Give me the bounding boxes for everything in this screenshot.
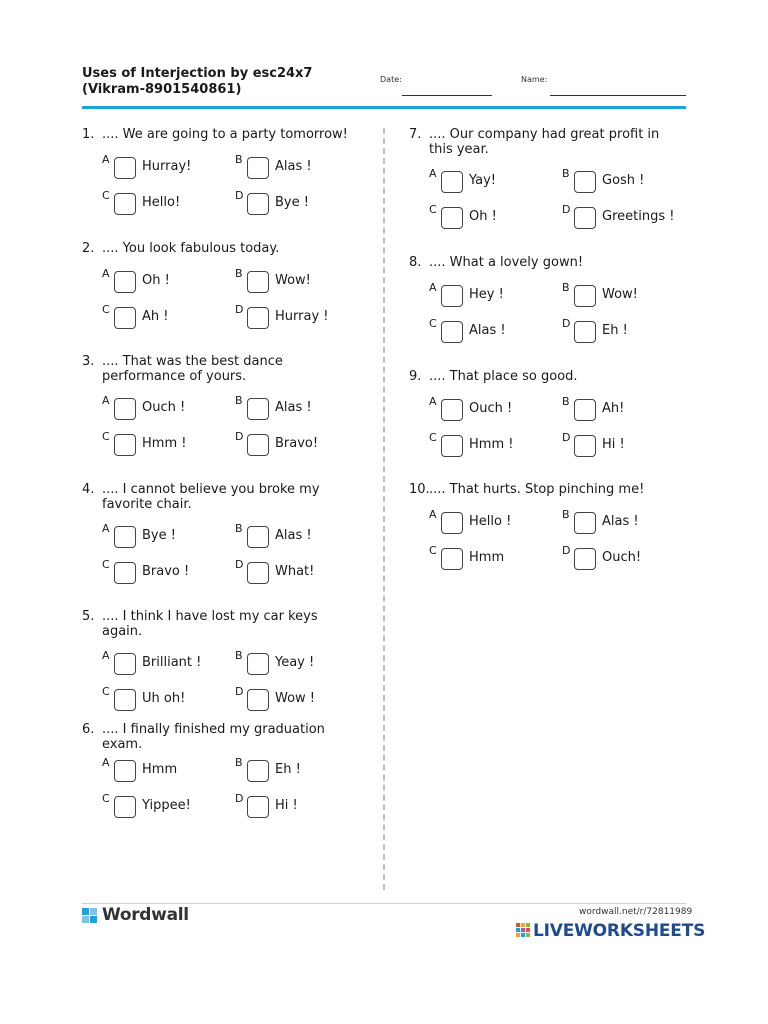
answer-checkbox[interactable] <box>247 653 269 675</box>
answer-checkbox[interactable] <box>574 285 596 307</box>
answer-checkbox[interactable] <box>441 512 463 534</box>
answer-checkbox[interactable] <box>114 796 136 818</box>
wordwall-url: wordwall.net/r/72811989 <box>579 907 693 917</box>
question-9 <box>409 369 679 452</box>
option-label: Oh ! <box>142 273 170 288</box>
answer-option-a[interactable] <box>429 395 539 425</box>
option-label: Bye ! <box>142 528 176 543</box>
answer-option-b[interactable] <box>562 167 672 197</box>
answer-checkbox[interactable] <box>247 526 269 548</box>
option-label: Greetings ! <box>602 209 675 224</box>
answer-option-a[interactable] <box>102 522 212 552</box>
option-letter: B <box>562 281 570 294</box>
answer-option-a[interactable] <box>102 756 212 786</box>
option-letter: C <box>429 431 437 444</box>
answer-checkbox[interactable] <box>114 760 136 782</box>
option-letter: D <box>562 544 571 557</box>
question-text <box>409 255 679 270</box>
question-prompt: .... Our company had great profit in this year. <box>429 127 660 157</box>
option-letter: A <box>102 756 110 769</box>
option-label: Brilliant ! <box>142 655 202 670</box>
option-letter: D <box>235 189 244 202</box>
question-text <box>82 241 352 256</box>
answer-option-b[interactable] <box>562 281 672 311</box>
question-number: 1. <box>82 127 95 142</box>
option-label: Hmm <box>469 550 505 565</box>
question-1 <box>82 127 352 210</box>
option-letter: B <box>235 756 243 769</box>
answer-checkbox[interactable] <box>441 399 463 421</box>
footer-divider <box>82 903 686 904</box>
question-prompt: .... We are going to a party tomorrow! <box>102 127 348 142</box>
answer-option-d[interactable] <box>562 544 672 574</box>
option-letter: D <box>562 317 571 330</box>
question-prompt: .... That hurts. Stop pinching me! <box>429 482 645 497</box>
option-letter: B <box>562 167 570 180</box>
answer-checkbox[interactable] <box>114 689 136 711</box>
option-letter: C <box>429 544 437 557</box>
header-divider <box>82 106 686 109</box>
option-label: Eh ! <box>602 323 628 338</box>
answer-option-a[interactable] <box>429 167 539 197</box>
option-label: Alas ! <box>275 528 312 543</box>
answer-option-c[interactable] <box>429 203 539 233</box>
option-label: Bravo ! <box>142 564 190 579</box>
question-4 <box>82 482 352 579</box>
answer-checkbox[interactable] <box>114 434 136 456</box>
answer-checkbox[interactable] <box>247 307 269 329</box>
answer-option-a[interactable] <box>102 267 212 297</box>
option-label: Yeay ! <box>275 655 315 670</box>
question-6 <box>82 722 352 813</box>
answer-checkbox[interactable] <box>441 435 463 457</box>
date-field[interactable] <box>402 95 492 96</box>
answer-checkbox[interactable] <box>574 512 596 534</box>
option-letter: B <box>235 522 243 535</box>
question-prompt: .... I think I have lost my car keys again. <box>102 609 318 639</box>
answer-option-c[interactable] <box>102 558 212 588</box>
option-label: Alas ! <box>602 514 639 529</box>
answer-option-d[interactable] <box>562 317 672 347</box>
answer-checkbox[interactable] <box>574 207 596 229</box>
option-letter: A <box>102 394 110 407</box>
option-label: Hey ! <box>469 287 504 302</box>
answer-option-a[interactable] <box>102 649 212 679</box>
question-text <box>82 482 352 512</box>
option-letter: A <box>429 167 437 180</box>
option-label: Alas ! <box>275 400 312 415</box>
option-label: Wow ! <box>275 691 316 706</box>
answer-checkbox[interactable] <box>247 796 269 818</box>
option-letter: B <box>235 394 243 407</box>
question-text <box>82 609 352 639</box>
option-letter: D <box>562 431 571 444</box>
answer-option-d[interactable] <box>235 189 345 219</box>
option-label: Yippee! <box>142 798 191 813</box>
question-text <box>409 127 679 157</box>
option-letter: A <box>102 649 110 662</box>
answer-checkbox[interactable] <box>114 653 136 675</box>
answer-option-a[interactable] <box>429 508 539 538</box>
answer-option-a[interactable] <box>102 394 212 424</box>
question-number: 2. <box>82 241 95 256</box>
option-label: What! <box>275 564 315 579</box>
answer-checkbox[interactable] <box>247 193 269 215</box>
option-label: Ouch ! <box>142 400 186 415</box>
question-7 <box>409 127 679 224</box>
option-letter: B <box>562 508 570 521</box>
answer-option-b[interactable] <box>235 267 345 297</box>
answer-checkbox[interactable] <box>247 157 269 179</box>
name-field[interactable] <box>550 95 686 96</box>
question-prompt: .... That was the best dance performance of yours. <box>102 354 283 384</box>
question-3 <box>82 354 352 451</box>
answer-option-c[interactable] <box>429 317 539 347</box>
option-letter: A <box>429 395 437 408</box>
option-letter: D <box>235 430 244 443</box>
answer-checkbox[interactable] <box>441 171 463 193</box>
question-number: 8. <box>409 255 422 270</box>
wordwall-logo-icon <box>82 908 98 924</box>
question-text <box>409 369 679 384</box>
option-letter: A <box>429 508 437 521</box>
option-letter: D <box>235 558 244 571</box>
option-label: Ouch! <box>602 550 642 565</box>
question-prompt: .... I cannot believe you broke my favorite chair. <box>102 482 320 512</box>
liveworksheets-label: LIVEWORKSHEETS <box>533 921 706 941</box>
answer-option-d[interactable] <box>235 792 345 822</box>
question-2 <box>82 241 352 324</box>
option-label: Wow! <box>602 287 638 302</box>
option-label: Wow! <box>275 273 311 288</box>
answer-checkbox[interactable] <box>441 321 463 343</box>
answer-checkbox[interactable] <box>441 548 463 570</box>
answer-option-c[interactable] <box>429 431 539 461</box>
question-number: 9. <box>409 369 422 384</box>
answer-option-c[interactable] <box>102 303 212 333</box>
answer-option-a[interactable] <box>102 153 212 183</box>
option-letter: B <box>235 649 243 662</box>
answer-checkbox[interactable] <box>441 207 463 229</box>
option-letter: C <box>429 203 437 216</box>
answer-option-c[interactable] <box>102 430 212 460</box>
answer-option-b[interactable] <box>235 756 345 786</box>
option-label: Eh ! <box>275 762 301 777</box>
answer-checkbox[interactable] <box>441 285 463 307</box>
answer-checkbox[interactable] <box>114 526 136 548</box>
answer-option-a[interactable] <box>429 281 539 311</box>
option-label: Hi ! <box>602 437 625 452</box>
option-label: Bye ! <box>275 195 309 210</box>
option-letter: D <box>235 792 244 805</box>
answer-option-d[interactable] <box>235 558 345 588</box>
answer-checkbox[interactable] <box>247 562 269 584</box>
answer-option-d[interactable] <box>235 685 345 715</box>
option-label: Ouch ! <box>469 401 513 416</box>
option-letter: A <box>429 281 437 294</box>
column-divider <box>383 128 385 890</box>
option-letter: C <box>102 430 110 443</box>
option-letter: D <box>235 303 244 316</box>
answer-option-d[interactable] <box>562 431 672 461</box>
option-label: Oh ! <box>469 209 497 224</box>
question-number: 3. <box>82 354 95 369</box>
option-letter: B <box>562 395 570 408</box>
option-label: Bravo! <box>275 436 319 451</box>
option-label: Hmm ! <box>142 436 187 451</box>
question-prompt: .... That place so good. <box>429 369 578 384</box>
answer-option-c[interactable] <box>429 544 539 574</box>
liveworksheets-logo-icon <box>516 923 531 939</box>
option-letter: A <box>102 153 110 166</box>
question-text <box>82 354 352 384</box>
answer-checkbox[interactable] <box>114 562 136 584</box>
question-8 <box>409 255 679 338</box>
option-label: Gosh ! <box>602 173 645 188</box>
option-letter: C <box>102 792 110 805</box>
answer-checkbox[interactable] <box>574 548 596 570</box>
option-label: Hurray! <box>142 159 192 174</box>
answer-option-b[interactable] <box>562 395 672 425</box>
answer-option-b[interactable] <box>235 394 345 424</box>
answer-checkbox[interactable] <box>247 398 269 420</box>
name-label: Name: <box>521 75 548 84</box>
answer-checkbox[interactable] <box>247 760 269 782</box>
page-title: Uses of Interjection by esc24x7 (Vikram-8901540861) <box>82 66 313 97</box>
answer-option-b[interactable] <box>235 522 345 552</box>
option-letter: B <box>235 267 243 280</box>
answer-checkbox[interactable] <box>574 435 596 457</box>
option-letter: C <box>429 317 437 330</box>
date-label: Date: <box>380 75 402 84</box>
option-letter: D <box>235 685 244 698</box>
option-label: Hurray ! <box>275 309 329 324</box>
answer-checkbox[interactable] <box>114 193 136 215</box>
question-number: 7. <box>409 127 422 142</box>
option-label: Yay! <box>469 173 497 188</box>
question-text <box>82 127 352 142</box>
option-label: Alas ! <box>275 159 312 174</box>
answer-option-d[interactable] <box>562 203 675 233</box>
question-number: 10. <box>409 482 430 497</box>
option-label: Ah ! <box>142 309 169 324</box>
answer-option-b[interactable] <box>235 153 345 183</box>
option-label: Alas ! <box>469 323 506 338</box>
option-letter: C <box>102 189 110 202</box>
answer-option-b[interactable] <box>235 649 345 679</box>
option-label: Hi ! <box>275 798 298 813</box>
question-10 <box>409 482 679 565</box>
question-prompt: .... What a lovely gown! <box>429 255 584 270</box>
answer-checkbox[interactable] <box>114 157 136 179</box>
answer-checkbox[interactable] <box>247 271 269 293</box>
question-text <box>409 482 679 497</box>
option-letter: A <box>102 267 110 280</box>
option-letter: C <box>102 685 110 698</box>
answer-checkbox[interactable] <box>114 398 136 420</box>
question-number: 6. <box>82 722 95 737</box>
option-letter: C <box>102 303 110 316</box>
answer-checkbox[interactable] <box>247 689 269 711</box>
wordwall-label: Wordwall <box>102 905 189 925</box>
answer-checkbox[interactable] <box>574 321 596 343</box>
answer-option-d[interactable] <box>235 430 345 460</box>
question-5 <box>82 609 352 706</box>
question-number: 5. <box>82 609 95 624</box>
option-label: Hmm ! <box>469 437 514 452</box>
question-prompt: .... I finally finished my graduation exam. <box>102 722 325 752</box>
option-letter: A <box>102 522 110 535</box>
answer-option-b[interactable] <box>562 508 672 538</box>
answer-checkbox[interactable] <box>114 271 136 293</box>
option-label: Hello! <box>142 195 181 210</box>
question-number: 4. <box>82 482 95 497</box>
option-letter: D <box>562 203 571 216</box>
answer-option-c[interactable] <box>102 792 212 822</box>
answer-checkbox[interactable] <box>574 171 596 193</box>
option-letter: C <box>102 558 110 571</box>
option-label: Ah! <box>602 401 625 416</box>
option-label: Hello ! <box>469 514 512 529</box>
question-text <box>82 722 352 752</box>
option-label: Hmm <box>142 762 178 777</box>
answer-option-d[interactable] <box>235 303 345 333</box>
answer-checkbox[interactable] <box>114 307 136 329</box>
answer-checkbox[interactable] <box>247 434 269 456</box>
answer-option-c[interactable] <box>102 685 212 715</box>
option-letter: B <box>235 153 243 166</box>
question-prompt: .... You look fabulous today. <box>102 241 280 256</box>
option-label: Uh oh! <box>142 691 186 706</box>
answer-checkbox[interactable] <box>574 399 596 421</box>
answer-option-c[interactable] <box>102 189 212 219</box>
